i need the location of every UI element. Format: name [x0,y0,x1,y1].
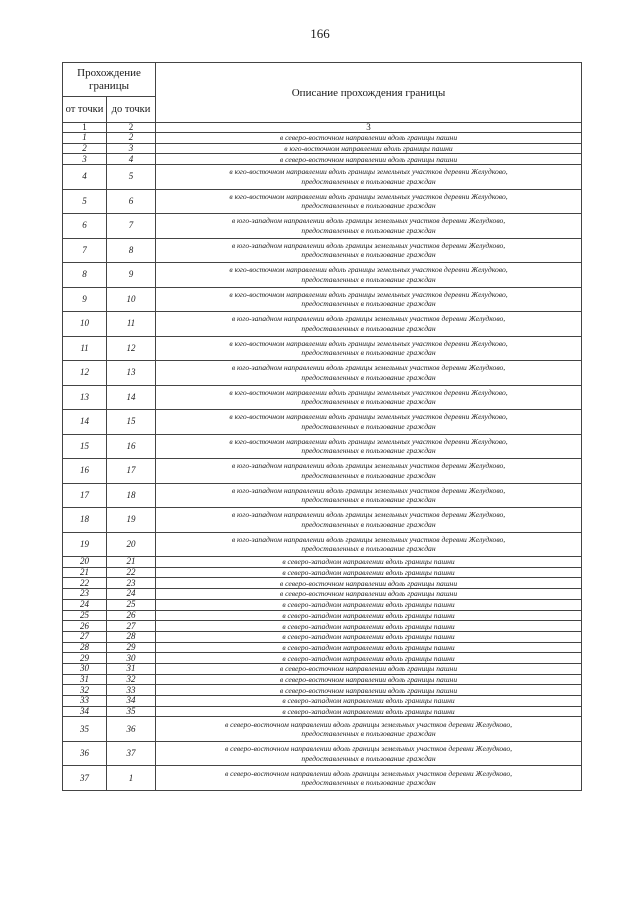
description-line: предоставленных в пользование граждан [301,225,436,235]
to-point-cell: 3 [107,143,156,154]
from-point-header: от точки [63,97,107,123]
description-line: предоставленных в пользование граждан [301,778,436,788]
table-row [63,685,582,696]
to-point-cell: 32 [107,674,156,685]
description-line: в юго-восточном направлении вдоль границы земельных участков деревни Желудково, [229,167,508,177]
description-line: предоставленных в пользование граждан [301,299,436,309]
description-cell [156,706,582,717]
description-line: в северо-западном направлении вдоль границы пашни [282,621,455,631]
to-point-cell: 11 [107,312,156,337]
table-row [63,133,582,144]
table-row [63,653,582,664]
to-point-cell: 36 [107,717,156,742]
page-number: 166 [310,26,330,41]
from-point-cell: 34 [63,706,107,717]
table-row [63,189,582,214]
to-point-cell: 19 [107,508,156,533]
to-point-cell: 10 [107,287,156,312]
description-cell [156,717,582,742]
table-row [63,483,582,508]
from-point-cell: 15 [63,434,107,459]
from-point-cell: 10 [63,312,107,337]
description-cell [156,685,582,696]
from-point-cell: 20 [63,557,107,568]
description-line: в юго-восточном направлении вдоль границы земельных участков деревни Желудково, [229,191,508,201]
to-point-cell: 20 [107,532,156,557]
table-row [63,263,582,288]
description-line: в северо-восточном направлении вдоль границы земельных участков деревни Желудково, [224,768,513,778]
description-cell [156,578,582,589]
table-row [63,165,582,190]
to-point-cell: 1 [107,766,156,791]
description-cell [156,741,582,766]
description-cell [156,766,582,791]
description-cell [156,696,582,707]
to-point-cell: 26 [107,610,156,621]
description-line: предоставленных в пользование граждан [301,495,436,505]
to-point-cell: 34 [107,696,156,707]
description-line: в юго-восточном направлении вдоль границы земельных участков деревни Желудково, [229,412,508,422]
description-line: в северо-восточном направлении вдоль границы пашни [279,578,458,588]
column-number-row [63,123,582,133]
table-row [63,434,582,459]
to-point-cell: 7 [107,214,156,239]
boundary-description-header: Описание прохождения границы [156,63,582,123]
boundary-description-table [62,62,582,791]
to-point-cell: 27 [107,621,156,632]
table-row [63,631,582,642]
from-point-cell: 23 [63,589,107,600]
table-row [63,766,582,791]
from-point-cell: 17 [63,483,107,508]
description-cell [156,599,582,610]
to-point-cell: 18 [107,483,156,508]
description-line: предоставленных в пользование граждан [301,729,436,739]
description-line: в северо-восточном направлении вдоль границы пашни [279,664,458,674]
description-line: в юго-восточном направлении вдоль границы земельных участков деревни Желудково, [229,265,508,275]
description-cell [156,508,582,533]
description-line: предоставленных в пользование граждан [301,372,436,382]
description-line: в северо-западном направлении вдоль границы пашни [282,653,455,663]
description-cell [156,410,582,435]
description-cell [156,557,582,568]
from-point-cell: 9 [63,287,107,312]
description-line: в северо-западном направлении вдоль границы пашни [282,632,455,642]
description-cell [156,263,582,288]
description-cell [156,154,582,165]
description-cell [156,189,582,214]
from-point-cell: 18 [63,508,107,533]
from-point-cell: 28 [63,642,107,653]
description-cell [156,621,582,632]
to-point-cell: 31 [107,663,156,674]
from-point-cell: 14 [63,410,107,435]
from-point-cell: 35 [63,717,107,742]
table-row [63,532,582,557]
table-row [63,621,582,632]
to-point-cell: 25 [107,599,156,610]
table-row [63,557,582,568]
from-point-cell: 12 [63,361,107,386]
from-point-cell: 36 [63,741,107,766]
description-line: предоставленных в пользование граждан [301,348,436,358]
from-point-cell: 21 [63,567,107,578]
to-point-cell: 30 [107,653,156,664]
table-row [63,459,582,484]
to-point-cell: 9 [107,263,156,288]
description-cell [156,589,582,600]
from-point-cell: 1 [63,133,107,144]
description-cell [156,336,582,361]
column-number: 2 [107,123,156,133]
from-point-cell: 32 [63,685,107,696]
from-point-cell: 4 [63,165,107,190]
description-cell [156,610,582,621]
table-header [63,63,582,133]
description-line: предоставленных в пользование граждан [301,470,436,480]
from-point-cell: 7 [63,238,107,263]
description-line: в юго-западном направлении вдоль границы земельных участков деревни Желудково, [231,314,506,324]
to-point-cell: 33 [107,685,156,696]
description-line: в юго-восточном направлении вдоль границы пашни [284,144,453,154]
description-line: в северо-западном направлении вдоль границы пашни [282,707,455,717]
description-line: предоставленных в пользование граждан [301,519,436,529]
from-point-cell: 11 [63,336,107,361]
description-line: предоставленных в пользование граждан [301,250,436,260]
description-line: предоставленных в пользование граждан [301,274,436,284]
description-line: в северо-западном направлении вдоль границы пашни [282,568,455,578]
from-point-cell: 31 [63,674,107,685]
description-line: предоставленных в пользование граждан [301,176,436,186]
table-row [63,642,582,653]
description-line: в северо-восточном направлении вдоль границы пашни [279,154,458,164]
description-cell [156,143,582,154]
description-cell [156,674,582,685]
description-cell [156,238,582,263]
to-point-cell: 23 [107,578,156,589]
description-cell [156,361,582,386]
description-line: в северо-западном направлении вдоль границы пашни [282,557,455,567]
description-line: в юго-восточном направлении вдоль границы земельных участков деревни Желудково, [229,289,508,299]
table-row [63,508,582,533]
to-point-cell: 8 [107,238,156,263]
description-cell [156,214,582,239]
description-cell [156,483,582,508]
description-cell [156,642,582,653]
description-cell [156,434,582,459]
description-line: предоставленных в пользование граждан [301,201,436,211]
from-point-cell: 3 [63,154,107,165]
to-point-cell: 13 [107,361,156,386]
column-number: 1 [63,123,107,133]
table-row [63,287,582,312]
table-body [63,133,582,791]
to-point-cell: 24 [107,589,156,600]
table-row [63,599,582,610]
description-line: в юго-восточном направлении вдоль границы земельных участков деревни Желудково, [229,387,508,397]
description-line: предоставленных в пользование граждан [301,421,436,431]
table-row [63,143,582,154]
from-point-cell: 22 [63,578,107,589]
table-row [63,663,582,674]
to-point-cell: 14 [107,385,156,410]
table-row [63,696,582,707]
description-line: предоставленных в пользование граждан [301,323,436,333]
from-point-cell: 13 [63,385,107,410]
table-row [63,610,582,621]
description-cell [156,663,582,674]
to-point-cell: 12 [107,336,156,361]
from-point-cell: 33 [63,696,107,707]
to-point-cell: 17 [107,459,156,484]
description-line: в юго-западном направлении вдоль границы земельных участков деревни Желудково, [231,240,506,250]
table-row [63,567,582,578]
description-line: в северо-западном направлении вдоль границы пашни [282,610,455,620]
table-row [63,706,582,717]
description-line: в юго-западном направлении вдоль границы земельных участков деревни Желудково, [231,534,506,544]
from-point-cell: 19 [63,532,107,557]
description-line: в северо-западном направлении вдоль границы пашни [282,696,455,706]
table-row [63,312,582,337]
from-point-cell: 30 [63,663,107,674]
description-cell [156,459,582,484]
description-cell [156,133,582,144]
description-line: в северо-восточном направлении вдоль границы пашни [279,685,458,695]
description-line: в северо-восточном направлении вдоль границы пашни [279,674,458,684]
to-point-cell: 2 [107,133,156,144]
table-row [63,578,582,589]
description-cell [156,567,582,578]
description-line: в юго-восточном направлении вдоль границы земельных участков деревни Желудково, [229,436,508,446]
description-line: предоставленных в пользование граждан [301,397,436,407]
table-row [63,385,582,410]
from-point-cell: 2 [63,143,107,154]
table-row [63,154,582,165]
table-row [63,589,582,600]
to-point-cell: 4 [107,154,156,165]
description-line: в северо-восточном направлении вдоль границы земельных участков деревни Желудково, [224,744,513,754]
table-row [63,410,582,435]
description-cell [156,287,582,312]
description-line: в юго-западном направлении вдоль границы земельных участков деревни Желудково, [231,216,506,226]
column-number: 3 [156,123,582,133]
description-line: в юго-западном направлении вдоль границы земельных участков деревни Желудково, [231,510,506,520]
from-point-cell: 26 [63,621,107,632]
description-cell [156,653,582,664]
from-point-cell: 5 [63,189,107,214]
description-line: предоставленных в пользование граждан [301,544,436,554]
table-row [63,238,582,263]
from-point-cell: 24 [63,599,107,610]
description-line: в северо-западном направлении вдоль границы пашни [282,600,455,610]
description-cell [156,631,582,642]
boundary-passage-header: Прохождение границы [63,63,156,97]
description-cell [156,165,582,190]
to-point-cell: 15 [107,410,156,435]
description-line: предоставленных в пользование граждан [301,446,436,456]
from-point-cell: 29 [63,653,107,664]
to-point-cell: 28 [107,631,156,642]
description-line: в северо-восточном направлении вдоль границы земельных участков деревни Желудково, [224,719,513,729]
from-point-cell: 8 [63,263,107,288]
table-row [63,214,582,239]
table-row [63,717,582,742]
to-point-cell: 22 [107,567,156,578]
to-point-header: до точки [107,97,156,123]
description-line: в северо-западном направлении вдоль границы пашни [282,642,455,652]
table-row [63,336,582,361]
to-point-cell: 5 [107,165,156,190]
from-point-cell: 16 [63,459,107,484]
description-line: в юго-западном направлении вдоль границы земельных участков деревни Желудково, [231,461,506,471]
from-point-cell: 25 [63,610,107,621]
to-point-cell: 29 [107,642,156,653]
to-point-cell: 37 [107,741,156,766]
table-row [63,674,582,685]
to-point-cell: 35 [107,706,156,717]
description-line: в юго-восточном направлении вдоль границы земельных участков деревни Желудково, [229,338,508,348]
to-point-cell: 16 [107,434,156,459]
from-point-cell: 6 [63,214,107,239]
description-line: в северо-восточном направлении вдоль границы пашни [279,589,458,599]
description-line: в юго-западном направлении вдоль границы земельных участков деревни Желудково, [231,363,506,373]
description-cell [156,532,582,557]
to-point-cell: 6 [107,189,156,214]
table-row [63,361,582,386]
from-point-cell: 37 [63,766,107,791]
description-line: в юго-западном направлении вдоль границы земельных участков деревни Желудково, [231,485,506,495]
to-point-cell: 21 [107,557,156,568]
table-row [63,741,582,766]
from-point-cell: 27 [63,631,107,642]
description-line: в северо-восточном направлении вдоль границы пашни [279,133,458,143]
description-cell [156,385,582,410]
description-cell [156,312,582,337]
description-line: предоставленных в пользование граждан [301,753,436,763]
